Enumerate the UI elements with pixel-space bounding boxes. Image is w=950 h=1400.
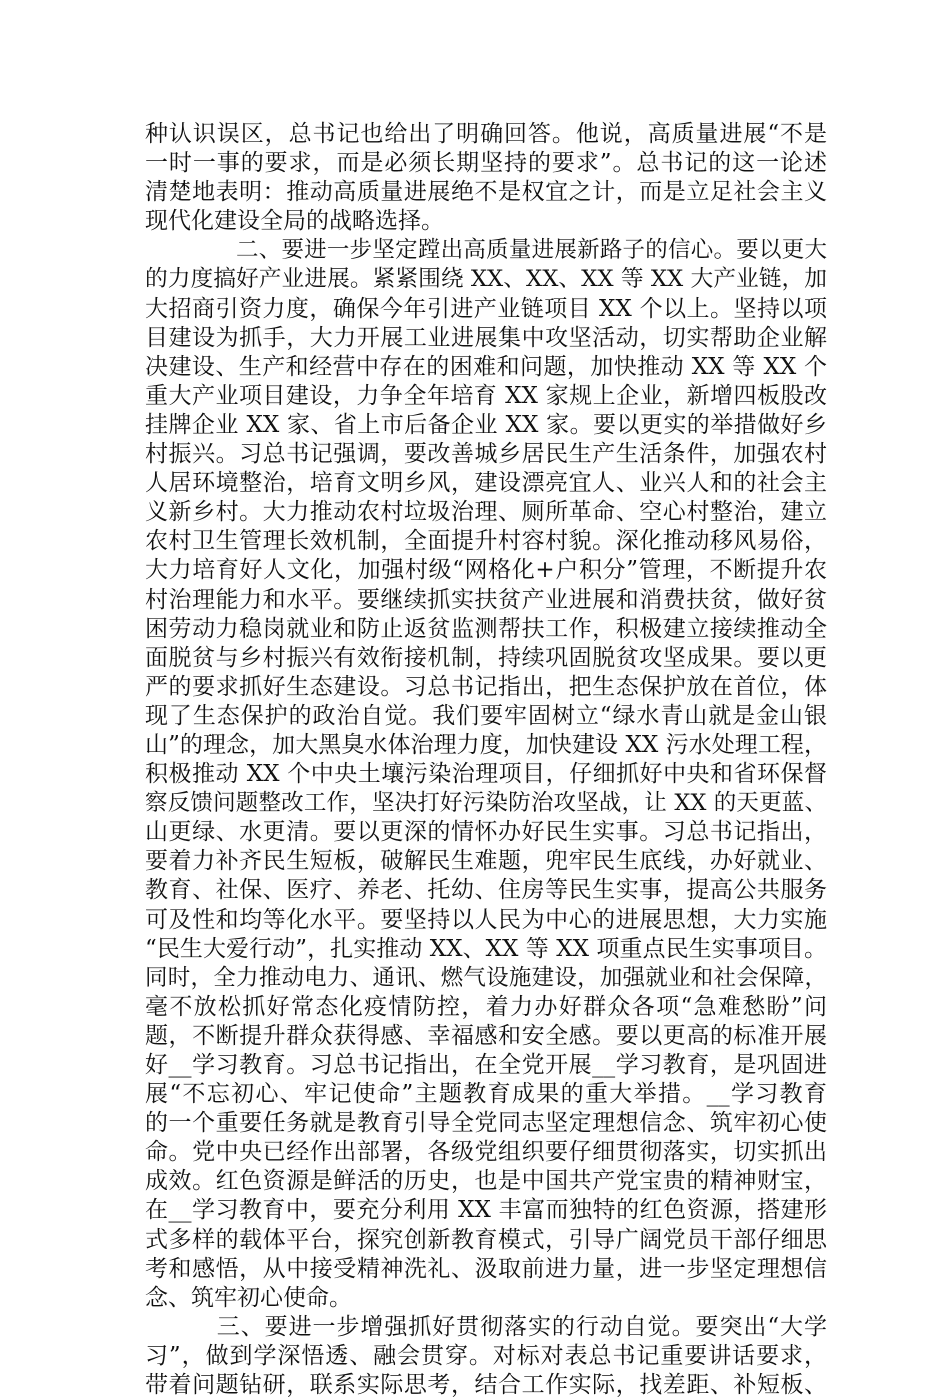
text-line: 好__学习教育。习总书记指出，在全党开展__学习教育，是巩固进 [145, 1052, 827, 1078]
text-line: 积极推动 XX 个中央土壤污染治理项目，仔细抓好中央和省环保督 [145, 761, 827, 788]
text-line: 式多样的载体平台，探究创新教育模式，引导广阔党员干部仔细思 [145, 1226, 827, 1253]
text-line: 严的要求抓好生态建设。习总书记指出，把生态保护放在首位，体 [145, 673, 827, 700]
text-line: 三、要进一步增强抓好贯彻落实的行动自觉。要突出“大学 [145, 1313, 827, 1340]
text-line: 同时，全力推动电力、通讯、燃气设施建设，加强就业和社会保障， [145, 964, 827, 991]
text-line: 毫不放松抓好常态化疫情防控，着力办好群众各项“急难愁盼”问 [145, 993, 827, 1020]
text-line: 展“不忘初心、牢记使命”主题教育成果的重大举措。__学习教育 [145, 1081, 827, 1108]
text-line: 的力度搞好产业进展。紧紧围绕 XX、XX、XX 等 XX 大产业链，加 [145, 266, 827, 293]
text-line: 人居环境整治，培育文明乡风，建设漂亮宜人、业兴人和的社会主 [145, 470, 827, 497]
text-line: 考和感悟，从中接受精神洗礼、汲取前进力量，进一步坚定理想信 [145, 1255, 827, 1282]
text-line: 可及性和均等化水平。要坚持以人民为中心的进展思想，大力实施 [145, 906, 827, 933]
text-line: 命。党中央已经作出部署，各级党组织要仔细贯彻落实，切实抓出 [145, 1139, 827, 1166]
text-line: 察反馈问题整改工作，坚决打好污染防治攻坚战，让 XX 的天更蓝、 [145, 790, 827, 817]
text-line: 村振兴。习总书记强调，要改善城乡居民生产生活条件，加强农村 [145, 441, 827, 468]
text-line: 在__学习教育中，要充分利用 XX 丰富而独特的红色资源，搭建形 [145, 1197, 827, 1224]
text-line: 成效。红色资源是鲜活的历史，也是中国共产党宝贵的精神财宝， [145, 1168, 827, 1195]
text-line: 重大产业项目建设，力争全年培育 XX 家规上企业，新增四板股改 [145, 382, 827, 409]
text-line: 挂牌企业 XX 家、省上市后备企业 XX 家。要以更实的举措做好乡 [145, 411, 827, 438]
body-text [145, 120, 827, 1400]
text-line: 困劳动力稳岗就业和防止返贫监测帮扶工作，积极建立接续推动全 [145, 615, 827, 642]
text-line: 带着问题钻研，联系实际思考，结合工作实际，找差距、补短板、 [145, 1372, 827, 1399]
text-line: “民生大爱行动”，扎实推动 XX、XX 等 XX 项重点民生实事项目。 [145, 935, 827, 962]
text-line: 大力培育好人文化，加强村级“网格化+户积分”管理，不断提升农 [145, 557, 827, 584]
text-line: 决建设、生产和经营中存在的困难和问题，加快推动 XX 等 XX 个 [145, 353, 827, 380]
text-line: 村治理能力和水平。要继续抓实扶贫产业进展和消费扶贫，做好贫 [145, 586, 827, 613]
text-line: 念、筑牢初心使命。 [145, 1284, 352, 1311]
text-line: 题，不断提升群众获得感、幸福感和安全感。要以更高的标准开展 [145, 1022, 827, 1049]
text-line: 清楚地表明：推动高质量进展绝不是权宜之计，而是立足社会主义 [145, 179, 827, 206]
text-line: 二、要进一步坚定蹚出高质量进展新路子的信心。要以更大 [145, 237, 827, 264]
text-line: 面脱贫与乡村振兴有效衔接机制，持续巩固脱贫攻坚成果。要以更 [145, 644, 827, 671]
text-line: 山”的理念，加大黑臭水体治理力度，加快建设 XX 污水处理工程， [145, 731, 827, 758]
text-line: 山更绿、水更清。要以更深的情怀办好民生实事。习总书记指出， [145, 819, 827, 846]
text-line: 义新乡村。大力推动农村垃圾治理、厕所革命、空心村整治，建立 [145, 499, 827, 526]
text-line: 要着力补齐民生短板，破解民生难题，兜牢民生底线，办好就业、 [145, 848, 827, 875]
text-line: 农村卫生管理长效机制，全面提升村容村貌。深化推动移风易俗， [145, 528, 827, 555]
text-line: 一时一事的要求，而是必须长期坚持的要求”。总书记的这一论述 [145, 150, 827, 177]
text-line: 教育、社保、医疗、养老、托幼、住房等民生实事，提高公共服务 [145, 877, 827, 904]
text-line: 现代化建设全局的战略选择。 [145, 208, 444, 235]
text-line: 现了生态保护的政治自觉。我们要牢固树立“绿水青山就是金山银 [145, 702, 827, 729]
text-line: 大招商引资力度，确保今年引进产业链项目 XX 个以上。坚持以项 [145, 295, 827, 322]
text-line: 目建设为抓手，大力开展工业进展集中攻坚活动，切实帮助企业解 [145, 324, 827, 351]
text-line: 种认识误区，总书记也给出了明确回答。他说，高质量进展“不是 [145, 121, 827, 147]
text-line: 习”，做到学深悟透、融会贯穿。对标对表总书记重要讲话要求， [145, 1342, 827, 1369]
text-line: 的一个重要任务就是教育引导全党同志坚定理想信念、筑牢初心使 [145, 1110, 827, 1137]
